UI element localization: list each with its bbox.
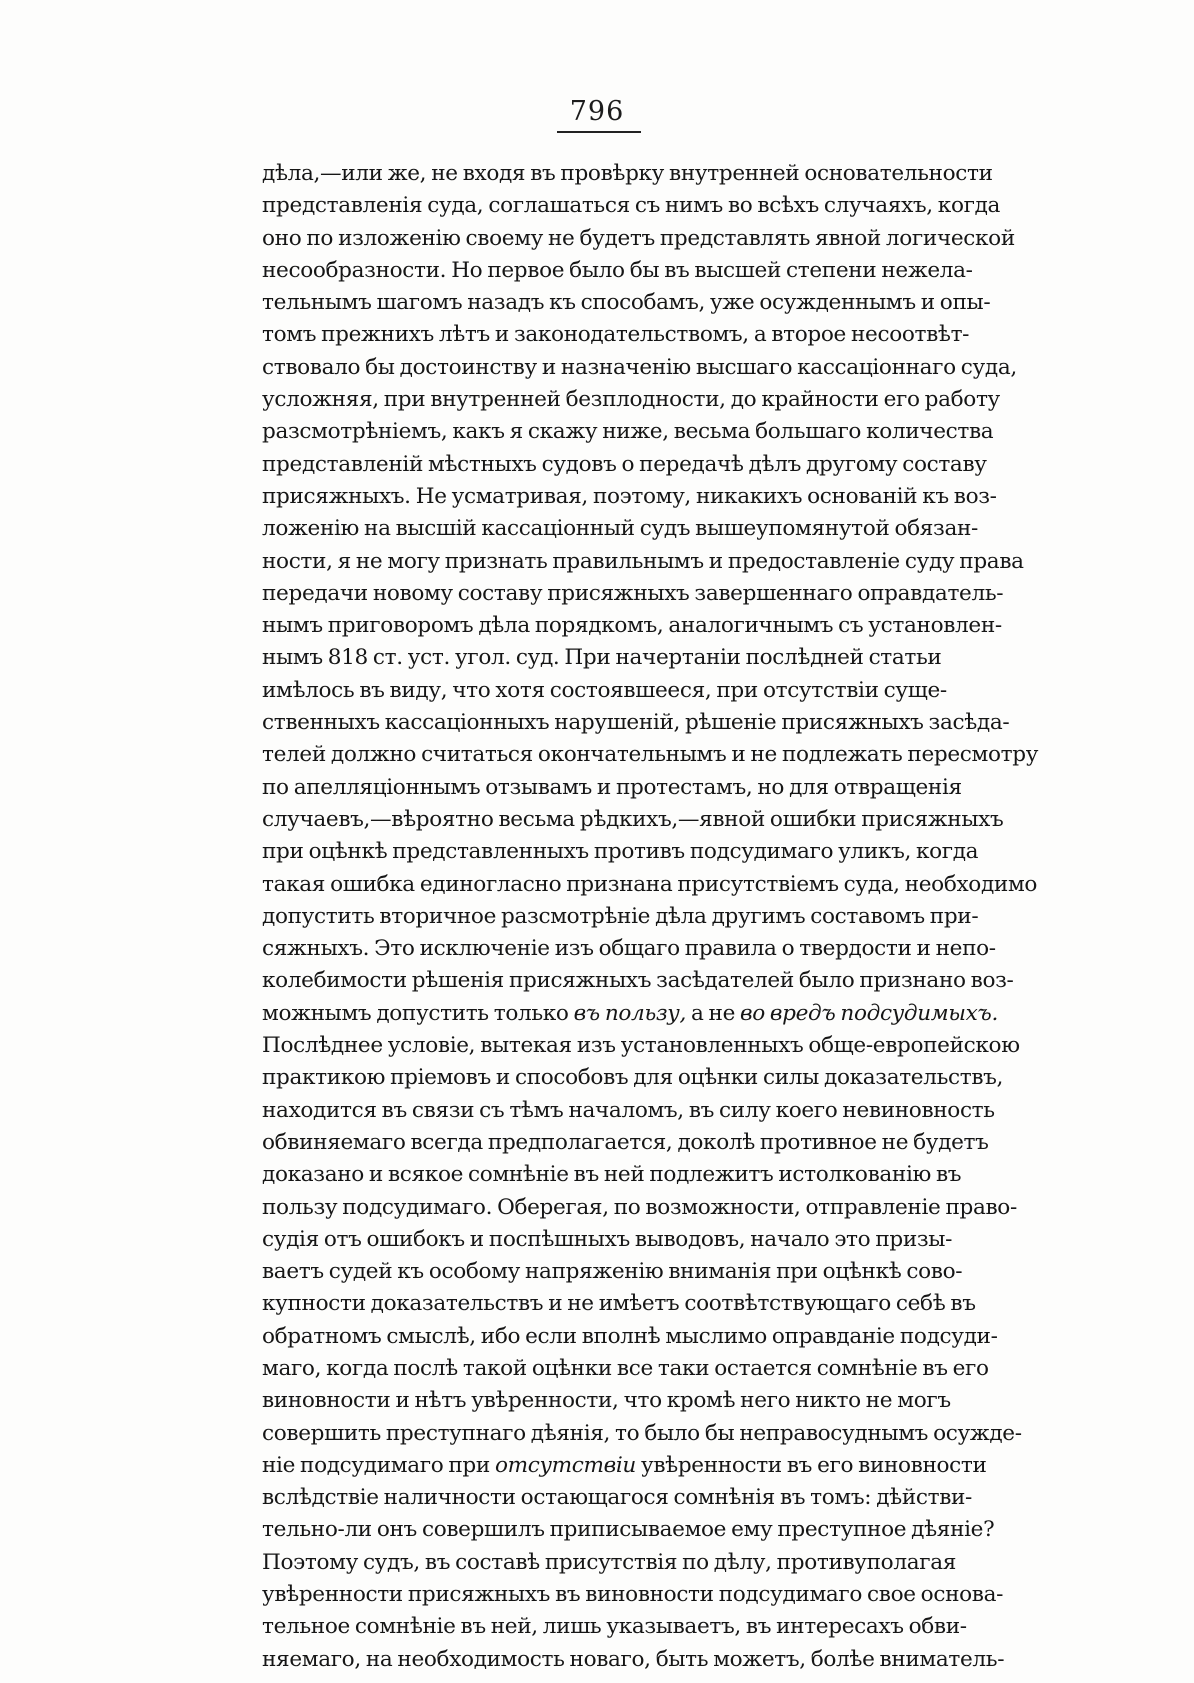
line-text: няемаго, на необходимость новаго, быть можетъ, болѣе вниматель-	[262, 1646, 1005, 1672]
text-line	[262, 1127, 989, 1159]
text-line	[262, 998, 998, 1030]
line-text: виновности и нѣтъ увѣренности, что кромѣ него никто не могъ	[262, 1388, 951, 1414]
text-line	[262, 352, 1017, 384]
italic-text: въ пользу,	[573, 1000, 686, 1026]
text-line	[262, 933, 996, 965]
text-line	[262, 255, 973, 287]
italic-text: во вредъ подсудимыхъ.	[740, 1000, 998, 1026]
line-text: сяжныхъ. Это исключеніе изъ общаго правила о твердости и непо-	[262, 936, 996, 962]
line-text: представленія суда, соглашаться съ нимъ во всѣхъ случаяхъ, когда	[262, 193, 1001, 219]
text-line	[262, 416, 994, 448]
text-line	[262, 1611, 967, 1643]
line-text: присяжныхъ. Не усматривая, поэтому, никакихъ основаній къ воз-	[262, 483, 997, 509]
line-text: томъ прежнихъ лѣтъ и законодательствомъ, а второе несоотвѣт-	[262, 322, 970, 348]
text-line	[262, 1450, 987, 1482]
text-line	[262, 1288, 976, 1320]
line-text: ваетъ судей къ особому напряженію вниманія при оцѣнкѣ сово-	[262, 1259, 963, 1285]
text-line	[262, 1418, 1022, 1450]
line-text: можнымъ допустить только	[262, 1000, 574, 1026]
text-line	[262, 578, 1004, 610]
line-text: увѣренности присяжныхъ въ виновности подсудимаго свое основа-	[262, 1582, 1004, 1608]
line-text: ніе подсудимаго при	[262, 1452, 495, 1478]
line-text: имѣлось въ виду, что хотя состоявшееся, при отсутствіи суще-	[262, 677, 947, 703]
text-line	[262, 1579, 1004, 1611]
line-text: тельно-ли онъ совершилъ приписываемое ему преступное дѣяніе?	[262, 1517, 995, 1543]
line-text: нымъ приговоромъ дѣла порядкомъ, аналогичнымъ съ установлен-	[262, 613, 1002, 639]
text-line	[262, 965, 1014, 997]
text-line	[262, 1224, 953, 1256]
line-text: находится въ связи съ тѣмъ началомъ, въ силу коего невиновность	[262, 1097, 995, 1123]
text-line	[262, 1321, 998, 1353]
line-text: несообразности. Но первое было бы въ высшей степени нежела-	[262, 257, 973, 283]
text-line	[262, 804, 1004, 836]
text-line	[262, 287, 991, 319]
line-text: увѣренности въ его виновности	[635, 1452, 987, 1478]
text-line	[262, 642, 940, 674]
text-line	[262, 1514, 995, 1546]
line-text: разсмотрѣніемъ, какъ я скажу ниже, весьма большаго количества	[262, 419, 994, 445]
line-text: маго, когда послѣ такой оцѣнки все таки остается сомнѣніе въ его	[262, 1355, 989, 1381]
line-text: такая ошибка единогласно признана присутствіемъ суда, необходимо	[262, 871, 1038, 897]
text-line	[262, 869, 1038, 901]
text-line	[262, 481, 997, 513]
text-line	[262, 513, 978, 545]
line-text: Послѣднее условіе, вытекая изъ установленныхъ обще-европейскою	[262, 1033, 1020, 1059]
line-text: совершить преступнаго дѣянія, то было бы неправосуднымъ осужде-	[262, 1420, 1022, 1446]
line-text: тельнымъ шагомъ назадъ къ способамъ, уже осужденнымъ и опы-	[262, 290, 991, 316]
line-text: при оцѣнкѣ представленныхъ противъ подсудимаго уликъ, когда	[262, 839, 979, 865]
text-line	[262, 449, 987, 481]
text-line	[262, 1256, 963, 1288]
page-number: 796	[569, 96, 625, 127]
line-text: ности, я не могу признать правильнымъ и предоставленіе суду права	[262, 548, 1024, 574]
line-text: передачи новому составу присяжныхъ завершеннаго оправдатель-	[262, 580, 1004, 606]
line-text: оно по изложенію своему не будетъ представлять явной логической	[262, 225, 1015, 251]
line-text: доказано и всякое сомнѣніе въ ней подлежитъ истолкованію въ	[262, 1162, 962, 1188]
text-line	[262, 675, 947, 707]
line-text: колебимости рѣшенія присяжныхъ засѣдателей было признано воз-	[262, 968, 1014, 994]
text-line	[262, 1353, 989, 1385]
text-line	[262, 1095, 995, 1127]
text-line	[262, 546, 1024, 578]
text-line	[262, 739, 1039, 771]
text-line	[262, 1062, 1004, 1094]
text-line	[262, 1385, 951, 1417]
line-text: обратномъ смыслѣ, ибо если вполнѣ мыслимо оправданіе подсуди-	[262, 1323, 998, 1349]
line-text: дѣла,—или же, не входя въ провѣрку внутренней основательности	[262, 161, 993, 186]
line-text: представленій мѣстныхъ судовъ о передачѣ дѣлъ другому составу	[262, 451, 987, 477]
text-line	[262, 1547, 956, 1579]
text-line	[262, 1159, 962, 1191]
line-text: усложняя, при внутренней безплодности, до крайности его работу	[262, 387, 1000, 413]
line-text: купности доказательствъ и не имѣетъ соотвѣтствующаго себѣ въ	[262, 1291, 976, 1317]
line-text: допустить вторичное разсмотрѣніе дѣла другимъ составомъ при-	[262, 903, 979, 929]
text-line	[262, 319, 970, 351]
line-text: случаевъ,—вѣроятно весьма рѣдкихъ,—явной ошибки присяжныхъ	[262, 806, 1004, 832]
line-text: тельное сомнѣніе въ ней, лишь указываетъ, въ интересахъ обви-	[262, 1614, 967, 1640]
text-line	[262, 836, 979, 868]
line-text: обвиняемаго всегда предполагается, доколѣ противное не будетъ	[262, 1129, 989, 1155]
line-text: пользу подсудимаго. Оберегая, по возможности, отправленіе право-	[262, 1194, 1017, 1220]
line-text: ложенію на высшій кассаціонный судъ вышеупомянутой обязан-	[262, 516, 978, 542]
text-line	[262, 1030, 1020, 1062]
text-line	[262, 384, 1000, 416]
line-text: вслѣдствіе наличности остающагося сомнѣнія въ томъ: дѣйстви-	[262, 1485, 972, 1511]
text-line	[262, 1482, 972, 1514]
line-text: а не	[685, 1000, 741, 1026]
line-text: ствовало бы достоинству и назначенію высшаго кассаціоннаго суда,	[262, 354, 1017, 380]
text-line	[262, 901, 979, 933]
line-text: телей должно считаться окончательнымъ и не подлежать пересмотру	[262, 742, 1039, 768]
line-text: Поэтому судъ, въ составѣ присутствія по дѣлу, противуполагая	[262, 1549, 956, 1575]
text-line	[262, 1192, 1017, 1224]
line-text: по апелляціоннымъ отзывамъ и протестамъ, но для отвращенія	[262, 774, 962, 800]
text-line	[262, 610, 1002, 642]
italic-text: отсутствіи	[494, 1452, 636, 1478]
line-text: судія отъ ошибокъ и поспѣшныхъ выводовъ, начало это призы-	[262, 1226, 953, 1252]
line-text: практикою пріемовъ и способовъ для оцѣнки силы доказательствъ,	[262, 1065, 1004, 1091]
text-line	[262, 190, 1001, 222]
line-text: нымъ 818 ст. уст. угол. суд. При начертаніи послѣдней статьи	[262, 645, 942, 671]
page-number-underline	[557, 131, 641, 133]
text-line	[262, 1644, 1005, 1676]
text-line	[262, 158, 993, 190]
text-line	[262, 707, 1010, 739]
text-line	[262, 223, 1015, 255]
body-text	[262, 158, 1039, 1676]
line-text: ственныхъ кассаціонныхъ нарушеній, рѣшеніе присяжныхъ засѣда-	[262, 710, 1010, 736]
text-line	[262, 772, 962, 804]
